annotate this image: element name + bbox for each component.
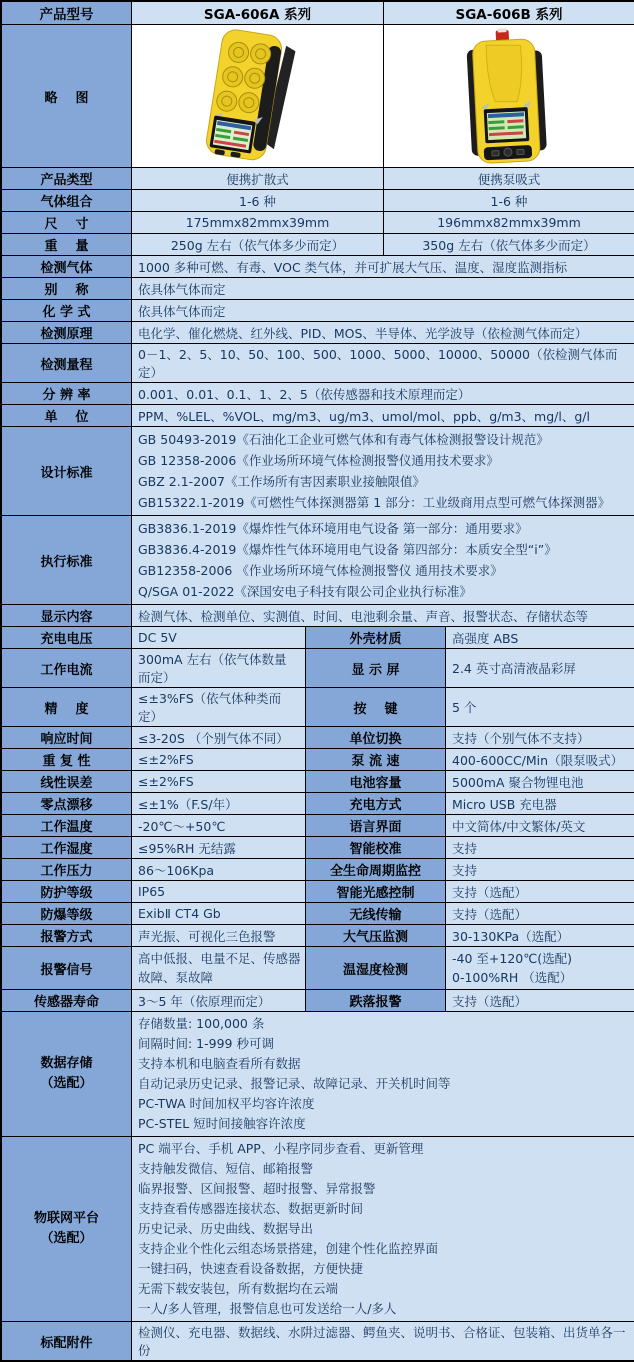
row-value: 400-600CC/Min（限泵吸式）	[446, 749, 634, 770]
row-label: 充电方式	[306, 793, 446, 814]
device-b-image	[384, 25, 634, 167]
value-a: 175mmx82mmx39mm	[132, 212, 384, 233]
row-label: 防爆等级	[2, 903, 132, 924]
row-chemical-formula	[2, 300, 632, 322]
row-value: 依具体气体而定	[132, 300, 634, 321]
row-label: 工作湿度	[2, 837, 132, 858]
storage-line: 间隔时间: 1-999 秒可调	[138, 1036, 274, 1051]
row-value: 5 个	[446, 688, 634, 726]
row-label	[2, 1137, 132, 1321]
row-working-current	[2, 649, 632, 688]
standard-line: Q/SGA 01-2022《深国安电子科技有限公司企业执行标准》	[138, 584, 472, 599]
row-iot-platform	[2, 1137, 632, 1322]
row-value: 支持（选配）	[446, 881, 634, 902]
row-display-content	[2, 605, 632, 627]
row-repeatability	[2, 749, 632, 771]
row-resolution	[2, 383, 632, 405]
sketch-row	[2, 25, 632, 168]
label-line: 物联网平台	[33, 1211, 99, 1226]
row-label: 设计标准	[2, 427, 132, 515]
row-label: 零点漂移	[2, 793, 132, 814]
row-value: 检测仪、充电器、数据线、水阱过滤器、鳄鱼夹、说明书、合格证、包装箱、出货单各一份	[132, 1322, 634, 1360]
row-value: ExibⅡ CT4 Gb	[132, 903, 306, 924]
iot-line: PC 端平台、手机 APP、小程序同步查看、更新管理	[138, 1141, 424, 1156]
row-value: 依具体气体而定	[132, 278, 634, 299]
row-label: 别 称	[2, 278, 132, 299]
row-label: 重 复 性	[2, 749, 132, 770]
row-value: ≤±2%FS	[132, 771, 306, 792]
pump-device-illustration	[409, 26, 609, 166]
sketch-label: 略 图	[2, 25, 132, 167]
series-b-title: SGA-606B 系列	[384, 2, 634, 24]
row-label: 报警方式	[2, 925, 132, 946]
row-label: 智能光感控制	[306, 881, 446, 902]
header-row	[2, 2, 632, 25]
row-label: 重 量	[2, 234, 132, 255]
value-line: -40 至+120℃(选配)	[452, 951, 573, 966]
row-value: IP65	[132, 881, 306, 902]
row-protection-rating	[2, 881, 632, 903]
standard-line: GB15322.1-2019《可燃性气体探测器第 1 部分：工业级商用点型可燃气体探测器》	[138, 495, 611, 510]
execution-standards-list	[132, 516, 634, 604]
label-line: （选配）	[40, 1076, 93, 1091]
row-dimensions	[2, 212, 632, 234]
standard-line: GB 12358-2006《作业场所环境气体检测报警仪通用技术要求》	[138, 453, 499, 468]
standard-line: GB12358-2006 《作业场所环境气体检测报警仪 通用技术要求》	[138, 563, 503, 578]
row-label: 智能校准	[306, 837, 446, 858]
row-working-pressure	[2, 859, 632, 881]
storage-line: PC-STEL 短时间接触容许浓度	[138, 1116, 306, 1131]
row-value: 高强度 ABS	[446, 627, 634, 648]
data-storage-list	[132, 1012, 634, 1136]
storage-line: PC-TWA 时间加权平均容许浓度	[138, 1096, 315, 1111]
iot-line: 一人/多人管理，报警信息也可发送给一人/多人	[138, 1301, 397, 1316]
row-value: 5000mA 聚合物锂电池	[446, 771, 634, 792]
row-label: 防护等级	[2, 881, 132, 902]
row-label: 显示内容	[2, 605, 132, 626]
row-label: 无线传输	[306, 903, 446, 924]
standard-line: GB3836.4-2019《爆炸性气体环境用电气设备 第四部分：本质安全型“i”》	[138, 542, 557, 557]
row-label: 精 度	[2, 688, 132, 726]
row-value: 3～5 年（依原理而定）	[132, 990, 306, 1011]
row-label: 检测气体	[2, 256, 132, 277]
row-zero-drift	[2, 793, 632, 815]
row-label: 响应时间	[2, 727, 132, 748]
row-value: 1000 多种可燃、有毒、VOC 类气体，并可扩展大气压、温度、湿度监测指标	[132, 256, 634, 277]
row-response-time	[2, 727, 632, 749]
label-line: （选配）	[40, 1231, 93, 1246]
row-value: DC 5V	[132, 627, 306, 648]
row-label: 气体组合	[2, 190, 132, 211]
row-charge-voltage	[2, 627, 632, 649]
row-label: 报警信号	[2, 947, 132, 989]
row-alias	[2, 278, 632, 300]
row-label: 泵 流 速	[306, 749, 446, 770]
row-detection-principle	[2, 322, 632, 344]
row-detection-range	[2, 344, 632, 383]
row-explosion-proof-rating	[2, 903, 632, 925]
row-label: 大气压监测	[306, 925, 446, 946]
row-value: 支持	[446, 859, 634, 880]
standard-line: GBZ 2.1-2007《工作场所有害因素职业接触限值》	[138, 474, 426, 489]
row-value: 声光振、可视化三色报警	[132, 925, 306, 946]
value-line: 高中低报、电量不足、传感器	[138, 951, 301, 966]
iot-line: 支持查看传感器连接状态、数据更新时间	[138, 1201, 364, 1216]
row-label: 分 辨 率	[2, 383, 132, 404]
row-value: 30-130KPa（选配）	[446, 925, 634, 946]
standard-line: GB 50493-2019《石油化工企业可燃气体和有毒气体检测报警设计规范》	[138, 432, 549, 447]
row-label: 按 键	[306, 688, 446, 726]
row-value: ≤±2%FS	[132, 749, 306, 770]
row-detected-gases	[2, 256, 632, 278]
row-value: 86～106Kpa	[132, 859, 306, 880]
row-value: 电化学、催化燃烧、红外线、PID、MOS、半导体、光学波导（依检测气体而定）	[132, 322, 634, 343]
product-model-label: 产品型号	[2, 2, 132, 24]
row-data-storage	[2, 1012, 632, 1137]
device-a-image	[132, 25, 384, 167]
iot-line: 无需下载安装包，所有数据均在云端	[138, 1281, 339, 1296]
row-label: 充电电压	[2, 627, 132, 648]
value-b: 350g 左右（依气体多少而定）	[384, 234, 634, 255]
row-label: 线性误差	[2, 771, 132, 792]
row-value: 支持	[446, 837, 634, 858]
row-working-humidity	[2, 837, 632, 859]
row-label: 化 学 式	[2, 300, 132, 321]
row-label: 单 位	[2, 405, 132, 426]
storage-line: 存储数量: 100,000 条	[138, 1016, 265, 1031]
row-label: 执行标准	[2, 516, 132, 604]
row-sensor-life	[2, 990, 632, 1012]
row-label: 跌落报警	[306, 990, 446, 1011]
row-value: 支持（个别气体不支持）	[446, 727, 634, 748]
iot-line: 临界报警、区间报警、超时报警、异常报警	[138, 1181, 376, 1196]
row-label: 检测量程	[2, 344, 132, 382]
row-label: 语言界面	[306, 815, 446, 836]
row-label: 单位切换	[306, 727, 446, 748]
value-a: 250g 左右（依气体多少而定）	[132, 234, 384, 255]
standard-line: GB3836.1-2019《爆炸性气体环境用电气设备 第一部分：通用要求》	[138, 521, 528, 536]
row-label: 外壳材质	[306, 627, 446, 648]
row-label: 显 示 屏	[306, 649, 446, 687]
row-product-type	[2, 168, 632, 190]
row-gas-combination	[2, 190, 632, 212]
row-execution-standards	[2, 516, 632, 605]
design-standards-list	[132, 427, 634, 515]
storage-line: 支持本机和电脑查看所有数据	[138, 1056, 301, 1071]
series-a-title: SGA-606A 系列	[132, 2, 384, 24]
row-working-temperature	[2, 815, 632, 837]
alarm-signal-value	[132, 947, 306, 989]
value-line: 0-100%RH （选配）	[452, 970, 573, 985]
row-value: 支持（选配）	[446, 903, 634, 924]
iot-feature-list	[132, 1137, 634, 1321]
row-label: 工作电流	[2, 649, 132, 687]
row-design-standards	[2, 427, 632, 516]
value-a: 便携扩散式	[132, 168, 384, 189]
row-value: 300mA 左右（依气体数量而定）	[132, 649, 306, 687]
value-line: 故障、泵故障	[138, 970, 214, 985]
label-line: 数据存储	[40, 1056, 93, 1071]
row-weight	[2, 234, 632, 256]
value-a: 1-6 种	[132, 190, 384, 211]
row-label: 温湿度检测	[306, 947, 446, 989]
row-label: 工作温度	[2, 815, 132, 836]
row-value: 检测气体、检测单位、实测值、时间、电池剩余量、声音、报警状态、存储状态等	[132, 605, 634, 626]
row-value: PPM、%LEL、%VOL、mg/m3、ug/m3、umol/mol、ppb、g/m3、mg/l、g/l	[132, 405, 634, 426]
row-alarm-mode	[2, 925, 632, 947]
row-label: 产品类型	[2, 168, 132, 189]
row-label: 检测原理	[2, 322, 132, 343]
value-b: 1-6 种	[384, 190, 634, 211]
value-b: 便携泵吸式	[384, 168, 634, 189]
row-standard-accessories	[2, 1322, 632, 1360]
iot-line: 支持触发微信、短信、邮箱报警	[138, 1161, 314, 1176]
row-value: 2.4 英寸高清液晶彩屏	[446, 649, 634, 687]
row-label: 尺 寸	[2, 212, 132, 233]
row-accuracy	[2, 688, 632, 727]
row-label: 全生命周期监控	[306, 859, 446, 880]
storage-line: 自动记录历史记录、报警记录、故障记录、开关机时间等	[138, 1076, 451, 1091]
row-value: 支持（选配）	[446, 990, 634, 1011]
row-alarm-signal	[2, 947, 632, 990]
iot-line: 历史记录、历史曲线、数据导出	[138, 1221, 314, 1236]
row-value: -20℃～+50℃	[132, 815, 306, 836]
iot-line: 一键扫码，快速查看设备数据，方便快捷	[138, 1261, 364, 1276]
iot-line: 支持企业个性化云组态场景搭建，创建个性化监控界面	[138, 1241, 439, 1256]
temp-humidity-value	[446, 947, 634, 989]
row-label: 标配附件	[2, 1322, 132, 1360]
row-value: ≤95%RH 无结露	[132, 837, 306, 858]
row-label	[2, 1012, 132, 1136]
value-b: 196mmx82mmx39mm	[384, 212, 634, 233]
row-value: ≤3-20S （个别气体不同）	[132, 727, 306, 748]
row-label: 工作压力	[2, 859, 132, 880]
row-label: 电池容量	[306, 771, 446, 792]
row-value: 中文简体/中文繁体/英文	[446, 815, 634, 836]
row-value: 0.001、0.01、0.1、1、2、5（依传感器和技术原理而定）	[132, 383, 634, 404]
diffusion-device-illustration	[158, 26, 358, 166]
row-value: ≤±3%FS（依气体种类而定）	[132, 688, 306, 726]
row-label: 传感器寿命	[2, 990, 132, 1011]
row-units	[2, 405, 632, 427]
row-value: ≤±1%（F.S/年）	[132, 793, 306, 814]
row-value: Micro USB 充电器	[446, 793, 634, 814]
row-linearity-error	[2, 771, 632, 793]
row-value: 0－1、2、5、10、50、100、500、1000、5000、10000、50000（依检测气体而定）	[132, 344, 634, 382]
